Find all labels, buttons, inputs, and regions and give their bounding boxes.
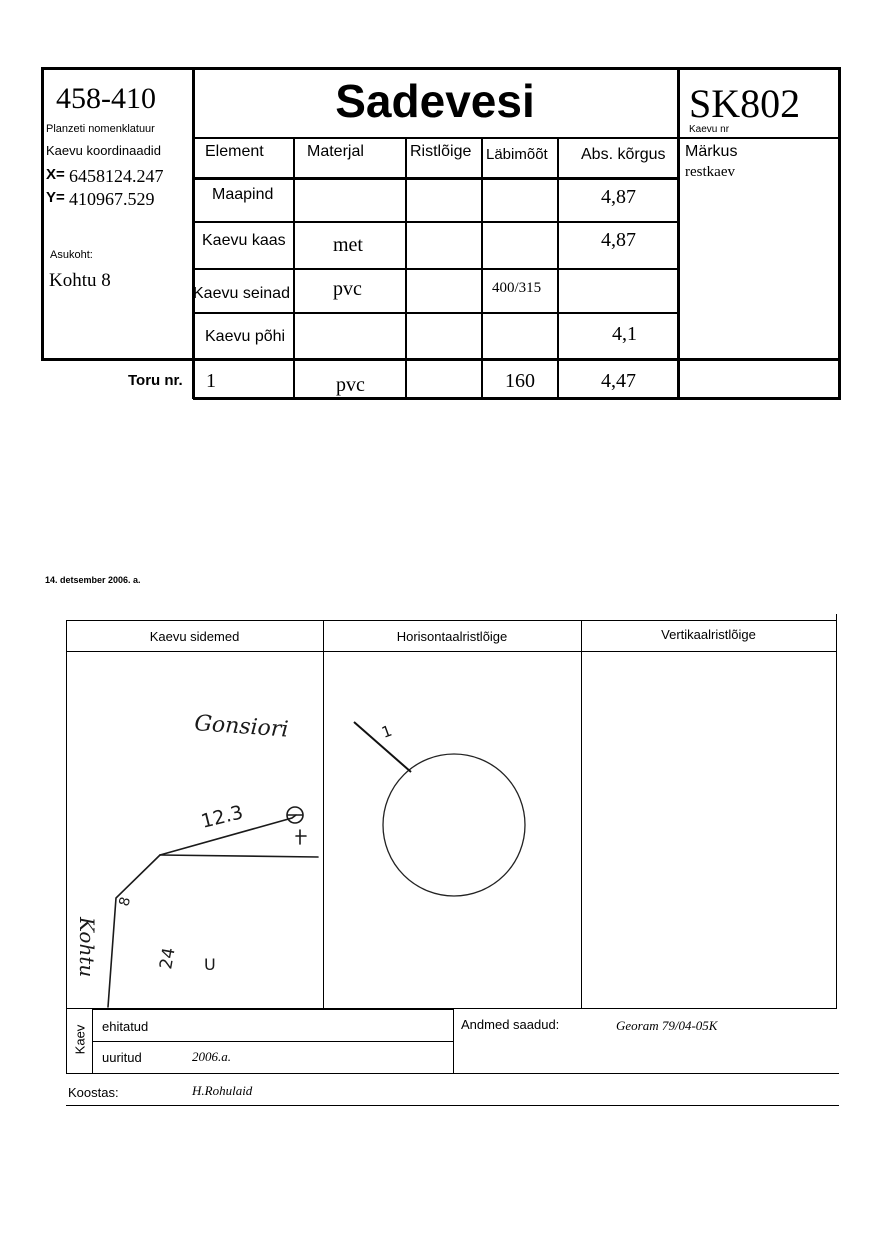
table-col-divider	[677, 67, 680, 399]
surveyed-value: 2006.a.	[192, 1049, 231, 1064]
header-abs-height: Abs. kõrgus	[581, 146, 666, 163]
row-pohi-element: Kaevu põhi	[205, 328, 286, 345]
x-value: 6458124.247	[69, 166, 164, 186]
table-col-divider	[405, 137, 407, 399]
row-kaas-material: met	[333, 234, 363, 256]
site-sketch	[66, 652, 323, 1008]
built-label: ehitatud	[102, 1019, 149, 1034]
data-source-label: Andmed saadud:	[461, 1017, 560, 1032]
data-source-value: Georam 79/04-05K	[616, 1018, 718, 1033]
table-col-divider	[481, 137, 483, 399]
row-seinad-element: Kaevu seinad	[193, 285, 290, 302]
table-border-bottom	[193, 397, 841, 400]
table-header-divider	[193, 137, 841, 139]
document-date: 14. detsember 2006. a.	[45, 575, 141, 585]
table-row-divider	[193, 312, 679, 314]
footer-line	[66, 1073, 839, 1074]
table-row-divider	[193, 177, 679, 180]
well-number: SK802	[689, 81, 801, 126]
row-seinad-material: pvc	[333, 278, 362, 300]
row-kaas-element: Kaevu kaas	[202, 232, 286, 249]
table-border-left	[41, 67, 44, 359]
remarks-value: restkaev	[685, 164, 735, 180]
header-material: Materjal	[307, 143, 364, 160]
address-label: Asukoht:	[50, 249, 93, 261]
row-kaas-height: 4,87	[601, 229, 636, 251]
table-row-divider	[41, 358, 841, 361]
row-maapind-height: 4,87	[601, 186, 636, 208]
table-row-divider	[193, 221, 679, 223]
footer-line	[453, 1008, 454, 1073]
well-circle	[383, 754, 525, 896]
sketch-border-top	[66, 620, 837, 621]
sketch-label-kohtu: Kohtu	[75, 917, 99, 978]
header-element: Element	[205, 143, 264, 160]
pipe-inlet-number: 1	[379, 721, 395, 742]
address-value: Kohtu 8	[49, 270, 111, 291]
sketch-col3-title: Vertikaalristlõige	[661, 627, 756, 642]
x-label: X=	[46, 166, 65, 183]
footer-line	[92, 1041, 453, 1042]
table-border-right	[838, 67, 841, 399]
sketch-border-right	[836, 614, 837, 1008]
sketch-col2-title: Horisontaalristlõige	[396, 629, 508, 644]
y-label: Y=	[46, 189, 65, 206]
well-number-label: Kaevu nr	[689, 124, 730, 135]
pipe-label: Toru nr.	[128, 372, 183, 389]
header-remarks: Märkus	[685, 143, 738, 160]
side-label: Kaev	[72, 1024, 88, 1055]
compiled-value: H.Rohulaid	[192, 1083, 253, 1098]
pipe-number: 1	[206, 370, 216, 392]
footer-line	[92, 1009, 453, 1010]
horizontal-section	[324, 652, 581, 1008]
header-diameter: Läbimõõt	[486, 146, 548, 163]
footer-line	[66, 1008, 67, 1073]
sketch-label-distance1: 12.3	[198, 801, 246, 833]
header-cross-section: Ristlõige	[410, 143, 472, 160]
pipe-diameter: 160	[505, 370, 535, 392]
sketch-line-kohtu	[108, 855, 160, 1007]
table-border-top	[41, 67, 841, 70]
sketch-col-divider	[581, 620, 582, 1008]
row-pohi-height: 4,1	[612, 323, 637, 345]
sketch-label-number: 24	[156, 946, 180, 971]
row-maapind-element: Maapind	[212, 186, 274, 203]
row-seinad-diameter: 400/315	[492, 280, 542, 296]
sketch-label-street: Gonsiori	[193, 711, 290, 743]
coords-label: Kaevu koordinaadid	[46, 143, 161, 158]
sketch-label-distance2: 8	[116, 895, 135, 909]
table-row-divider	[193, 268, 679, 270]
nomenclature-value: 458-410	[56, 82, 156, 115]
table-col-divider	[557, 137, 559, 399]
pipe-material: pvc	[336, 374, 365, 396]
footer-line	[66, 1105, 839, 1106]
pipe-height: 4,47	[601, 370, 636, 392]
y-value: 410967.529	[69, 189, 155, 209]
sketch-col1-title: Kaevu sidemed	[149, 629, 240, 644]
footer-line	[92, 1008, 93, 1073]
compiled-label: Koostas:	[68, 1085, 119, 1100]
sketch-street-edge	[160, 855, 318, 857]
page-title: Sadevesi	[335, 75, 535, 127]
nomenclature-label: Planzeti nomenklatuur	[46, 123, 155, 135]
surveyed-label: uuritud	[102, 1050, 142, 1065]
table-col-divider	[293, 137, 295, 399]
sketch-label-number-b: U	[204, 955, 216, 974]
